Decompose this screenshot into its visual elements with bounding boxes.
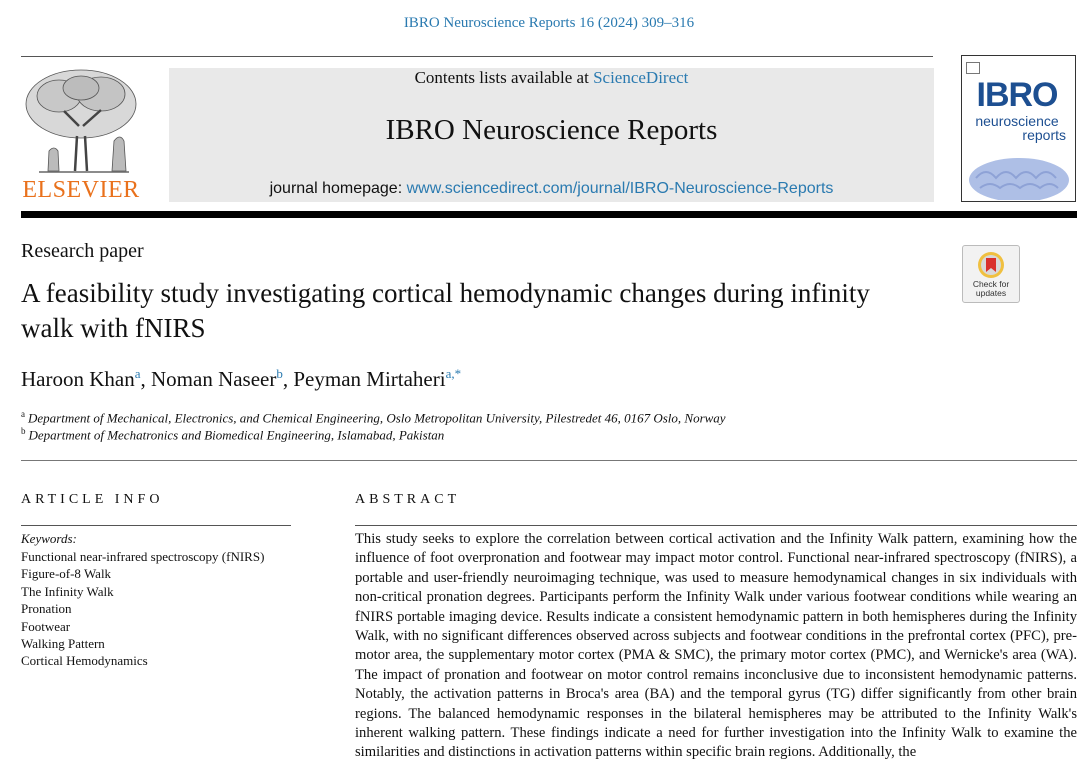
homepage-prefix: journal homepage: bbox=[269, 180, 407, 197]
journal-citation[interactable]: IBRO Neuroscience Reports 16 (2024) 309–316 bbox=[403, 15, 695, 31]
tree-illustration bbox=[19, 66, 143, 176]
author-name[interactable]: Noman Naseer bbox=[151, 367, 277, 391]
author-list: Haroon Khan$^a$, Noman Naseer$^b$, Peyman Mirtaheri$^{a,*}$ bbox=[21, 366, 462, 391]
section-divider bbox=[21, 460, 1077, 461]
header-divider bbox=[21, 56, 933, 57]
author-affiliation-mark[interactable]: a,* bbox=[445, 366, 462, 381]
check-for-updates-button[interactable] bbox=[962, 245, 1020, 303]
article-info-rule bbox=[21, 525, 291, 526]
header-thick-rule bbox=[21, 211, 1077, 218]
affiliation-mark: a bbox=[21, 409, 25, 419]
affiliation-text: Department of Mechatronics and Biomedical Engineering, Islamabad, Pakistan bbox=[28, 427, 445, 443]
cover-line-1: neuroscience bbox=[975, 113, 1059, 129]
contents-available-line bbox=[169, 68, 934, 88]
affiliation-mark: b bbox=[21, 426, 26, 436]
keyword: Walking Pattern bbox=[21, 636, 105, 652]
journal-homepage-link[interactable]: www.sciencedirect.com/journal/IBRO-Neuroscience-Reports bbox=[406, 180, 834, 197]
keyword: Footwear bbox=[21, 618, 71, 634]
journal-cover[interactable] bbox=[961, 55, 1076, 202]
journal-homepage-line bbox=[169, 180, 934, 198]
keyword: Figure-of-8 Walk bbox=[21, 566, 112, 582]
article-info-heading: ARTICLE INFO bbox=[21, 492, 164, 507]
abstract-heading: ABSTRACT bbox=[355, 492, 461, 507]
affiliation-text: Department of Mechanical, Electronics, and Chemical Engineering, Oslo Metropolitan University, Pilestredet 46, 0167 Oslo, Norway bbox=[28, 410, 726, 426]
article-type: Research paper bbox=[21, 240, 144, 262]
cover-line-2: reports bbox=[1022, 127, 1066, 143]
keyword: The Infinity Walk bbox=[21, 583, 114, 599]
keywords-label: Keywords: bbox=[21, 531, 77, 546]
author-name[interactable]: Haroon Khan bbox=[21, 367, 135, 391]
cover-brand: IBRO bbox=[976, 76, 1058, 114]
journal-name: IBRO Neuroscience Reports bbox=[385, 114, 718, 146]
article-title: A feasibility study investigating cortical hemodynamic changes during infinity walk with fNIRS bbox=[21, 278, 870, 343]
keyword: Cortical Hemodynamics bbox=[21, 653, 148, 669]
check-for-updates-label: Check for updates bbox=[972, 279, 1010, 298]
sciencedirect-link[interactable]: ScienceDirect bbox=[593, 68, 689, 87]
keyword: Functional near-infrared spectroscopy (fNIRS) bbox=[21, 549, 265, 564]
affiliation bbox=[21, 426, 444, 443]
contents-prefix: Contents lists available at bbox=[414, 68, 594, 87]
abstract-text: This study seeks to explore the correlation between cortical activation and the Infinity Walk pattern, examining how the influence of foot overpronation and footwear may impact motor control. Functional near-infrared spectroscopy (fNIRS), a portable and user-friendly neuroimaging technique, was used to measure hemodynamical changes in six individuals with non-critical pronation degrees. Participants perform the Infinity Walk under various footwear conditions while wearing an fNIRS portable imaging device. Results indicate a consistent hemodynamic pattern in both hemispheres during the Infinity Walk, with no significant differences observed across subjects and footwear conditions in the prefrontal cortex (PFC), pre-motor area, the supplementary motor cortex (PMA & SMC), the primary motor cortex (PMC), and Wernicke's area (WA). The impact of pronation and footwear on motor control remains inconclusive due to inconsistent hemodynamic patterns. Notably, the activation patterns in Broca's area (BA) and the temporal gyrus (TG) differ significantly from other brain regions. The balanced hemodynamic responses in the bilateral hemispheres may be attributed to the Infinity Walk's inherent walking pattern. These findings indicate a need for further investigation into the Infinity Walk to examine the similarities and distinctions in activation patterns within specific brain regions. Additionally, the bbox=[355, 531, 1077, 761]
elsevier-mini-logo-icon bbox=[966, 62, 980, 74]
brain-icon bbox=[966, 150, 1072, 200]
author-affiliation-mark[interactable]: b bbox=[276, 366, 283, 381]
affiliation bbox=[21, 409, 726, 426]
keyword-list bbox=[21, 548, 264, 670]
author-name[interactable]: Peyman Mirtaheri bbox=[293, 367, 446, 391]
elsevier-wordmark: ELSEVIER bbox=[22, 177, 140, 203]
keyword: Pronation bbox=[21, 601, 72, 617]
bookmark-icon bbox=[976, 250, 1006, 280]
abstract-rule bbox=[355, 525, 1077, 526]
author-affiliation-mark[interactable]: a bbox=[134, 366, 141, 381]
